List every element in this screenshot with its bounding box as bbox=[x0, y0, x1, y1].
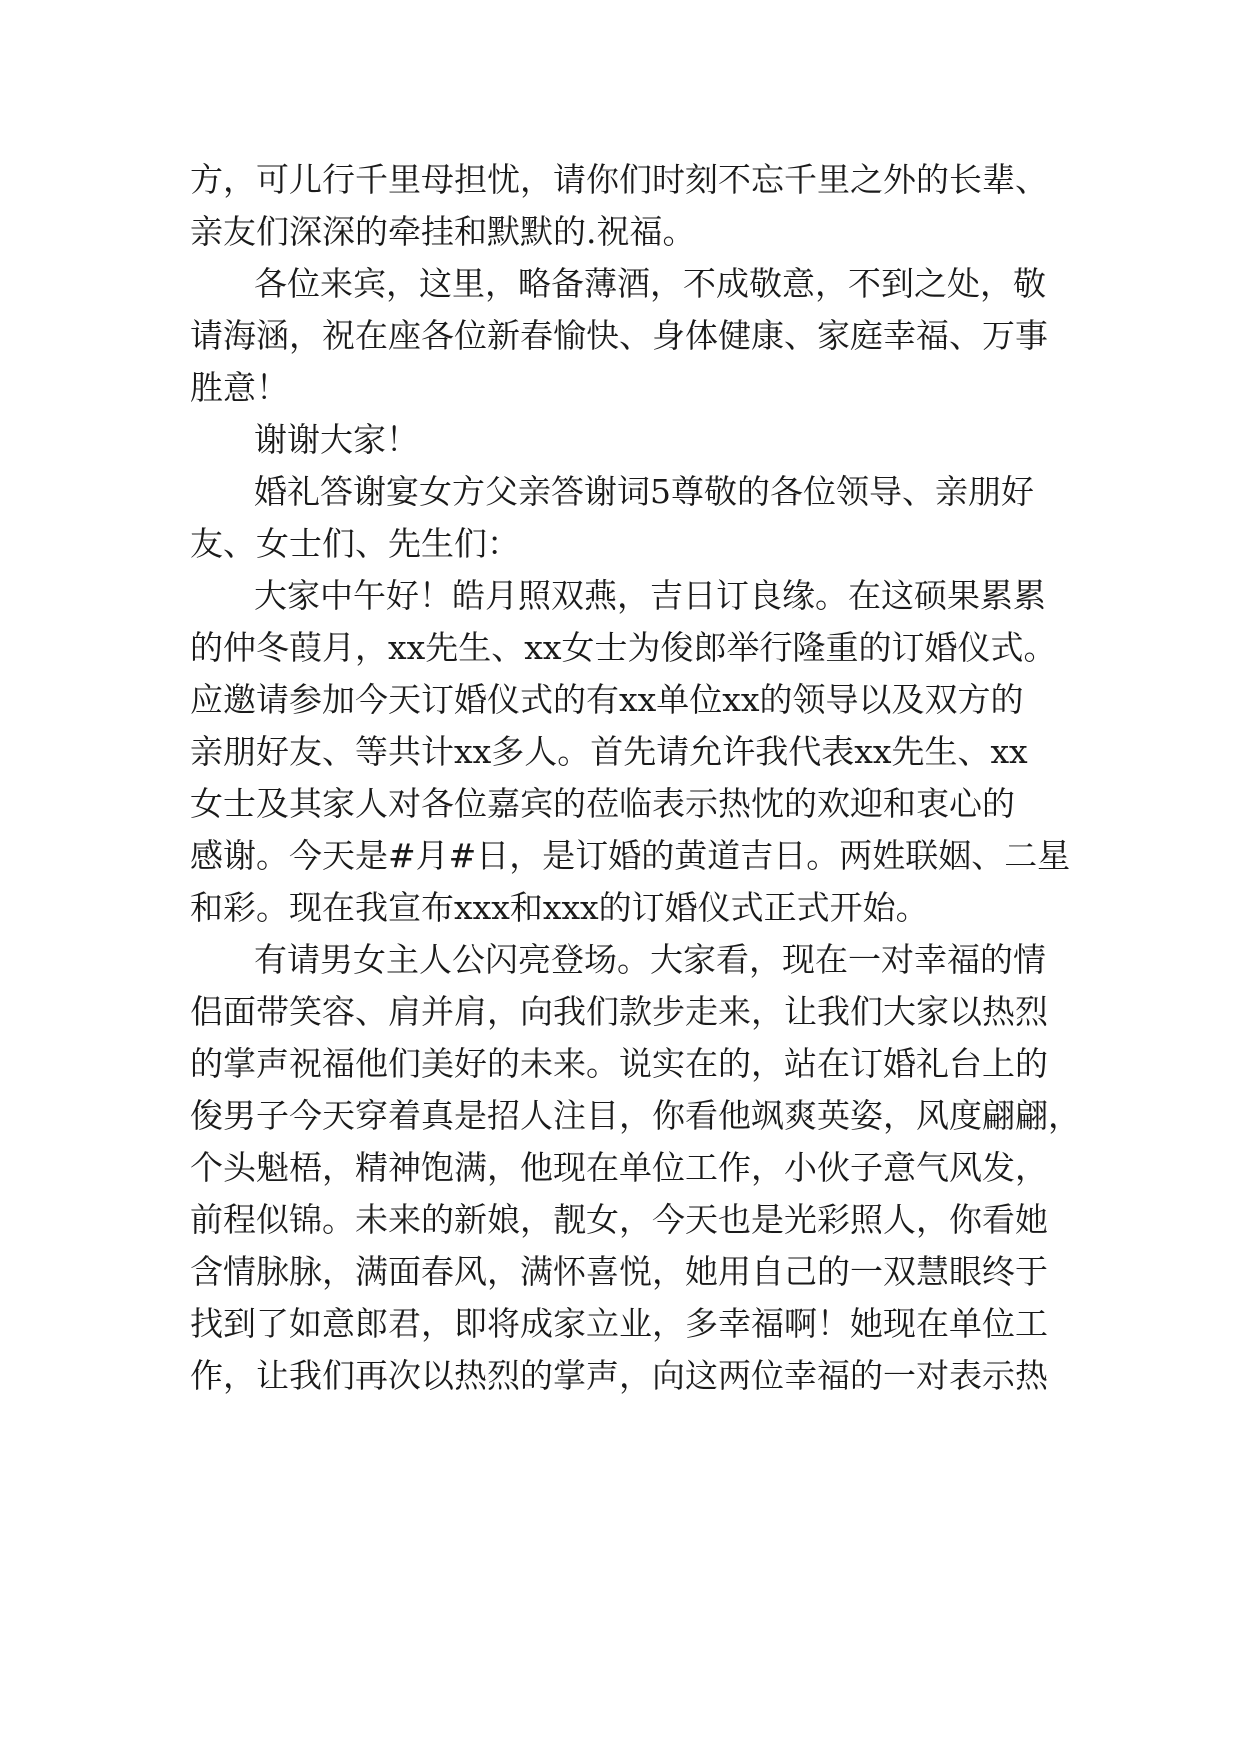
text-line: 的仲冬葭月，xx先生、xx女士为俊郎举行隆重的订婚仪式。 bbox=[190, 628, 1057, 667]
text-line: 女士及其家人对各位嘉宾的莅临表示热忱的欢迎和衷心的 bbox=[190, 784, 1015, 823]
text-line: 亲朋好友、等共计xx多人。首先请允许我代表xx先生、xx bbox=[190, 732, 1028, 771]
text-line: 和彩。现在我宣布xxx和xxx的订婚仪式正式开始。 bbox=[190, 888, 929, 927]
text-line: 友、女士们、先生们： bbox=[190, 524, 520, 563]
text-line: 谢谢大家！ bbox=[254, 420, 419, 459]
text-line: 作，让我们再次以热烈的掌声，向这两位幸福的一对表示热 bbox=[190, 1356, 1048, 1395]
text-line: 含情脉脉，满面春风，满怀喜悦，她用自己的一双慧眼终于 bbox=[190, 1252, 1048, 1291]
text-line: 的掌声祝福他们美好的未来。说实在的，站在订婚礼台上的 bbox=[190, 1044, 1048, 1083]
text-line: 俊男子今天穿着真是招人注目，你看他飒爽英姿，风度翩翩， bbox=[190, 1096, 1081, 1135]
text-line: 感谢。今天是#月#日，是订婚的黄道吉日。两姓联姻、二星 bbox=[190, 836, 1071, 875]
text-line: 亲友们深深的牵挂和默默的.祝福。 bbox=[190, 212, 696, 251]
text-line: 婚礼答谢宴女方父亲答谢词5尊敬的各位领导、亲朋好 bbox=[254, 472, 1034, 511]
text-line: 个头魁梧，精神饱满，他现在单位工作，小伙子意气风发， bbox=[190, 1148, 1048, 1187]
text-line: 各位来宾，这里，略备薄酒，不成敬意，不到之处，敬 bbox=[254, 264, 1046, 303]
text-line: 侣面带笑容、肩并肩，向我们款步走来，让我们大家以热烈 bbox=[190, 992, 1048, 1031]
text-line: 找到了如意郎君，即将成家立业，多幸福啊！她现在单位工 bbox=[190, 1304, 1048, 1343]
text-line: 请海涵，祝在座各位新春愉快、身体健康、家庭幸福、万事 bbox=[190, 316, 1048, 355]
text-line: 大家中午好！皓月照双燕，吉日订良缘。在这硕果累累 bbox=[254, 576, 1046, 615]
text-line: 应邀请参加今天订婚仪式的有xx单位xx的领导以及双方的 bbox=[190, 680, 1024, 719]
text-line: 方，可儿行千里母担忧，请你们时刻不忘千里之外的长辈、 bbox=[190, 160, 1048, 199]
text-line: 有请男女主人公闪亮登场。大家看，现在一对幸福的情 bbox=[254, 940, 1046, 979]
text-line: 胜意！ bbox=[190, 368, 289, 407]
text-line: 前程似锦。未来的新娘，靓女，今天也是光彩照人，你看她 bbox=[190, 1200, 1048, 1239]
